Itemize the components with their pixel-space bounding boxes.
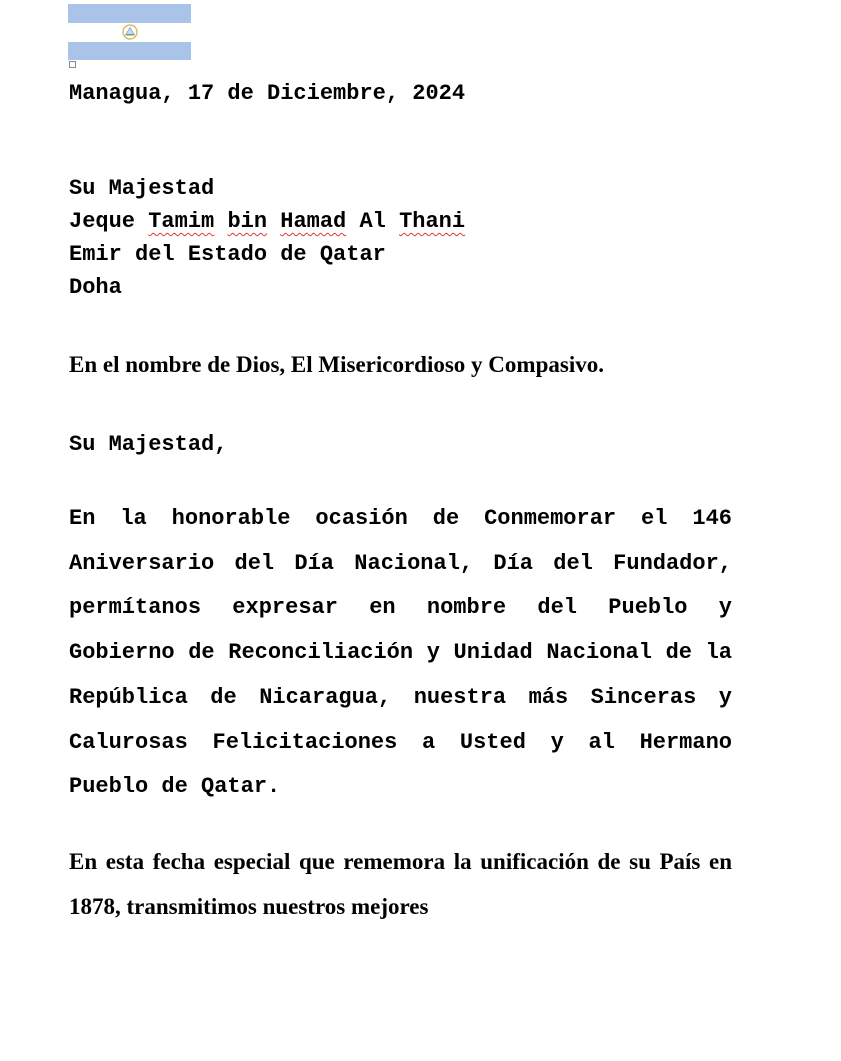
flag-stripe-bottom — [68, 42, 191, 60]
invocation-line: En el nombre de Dios, El Misericordioso y Compasivo. — [69, 352, 604, 377]
coat-of-arms-icon — [121, 24, 139, 40]
salutation: Su Majestad, — [69, 432, 228, 457]
recipient-city: Doha — [69, 275, 122, 300]
nicaragua-flag-image — [68, 4, 191, 60]
recipient-position: Emir del Estado de Qatar — [69, 242, 386, 267]
recipient-name-al: Al — [346, 209, 400, 234]
letter-date: Managua, 17 de Diciembre, 2024 — [69, 81, 466, 106]
spellcheck-word-hamad[interactable]: Hamad — [280, 209, 347, 234]
recipient-name — [69, 205, 465, 238]
body-paragraph-1: En la honorable ocasión de Conmemorar el 146 Aniversario del Día Nacional, Día del Fundador, permítanos expresar en nombre del Pueblo y Gobierno de Reconciliación y Unidad Nacional de la República de Nicaragua, nuestra más Sinceras y Calurosas Felicitaciones a Usted y al Hermano Pueblo de Qatar. — [69, 506, 732, 800]
flag-stripe-top — [68, 4, 191, 23]
body-paragraph-2: En esta fecha especial que rememora la unificación de su País en 1878, transmitimos nuestros mejores — [69, 849, 732, 919]
spellcheck-word-thani[interactable]: Thani — [399, 209, 466, 234]
recipient-name-prefix: Jeque — [69, 209, 149, 234]
recipient-address-block — [69, 172, 465, 304]
space — [267, 209, 280, 234]
spellcheck-word-tamim[interactable]: Tamim — [148, 209, 215, 234]
recipient-title: Su Majestad — [69, 176, 215, 201]
object-anchor-handle[interactable] — [69, 61, 76, 68]
spellcheck-word-bin[interactable]: bin — [227, 209, 268, 234]
space — [214, 209, 227, 234]
